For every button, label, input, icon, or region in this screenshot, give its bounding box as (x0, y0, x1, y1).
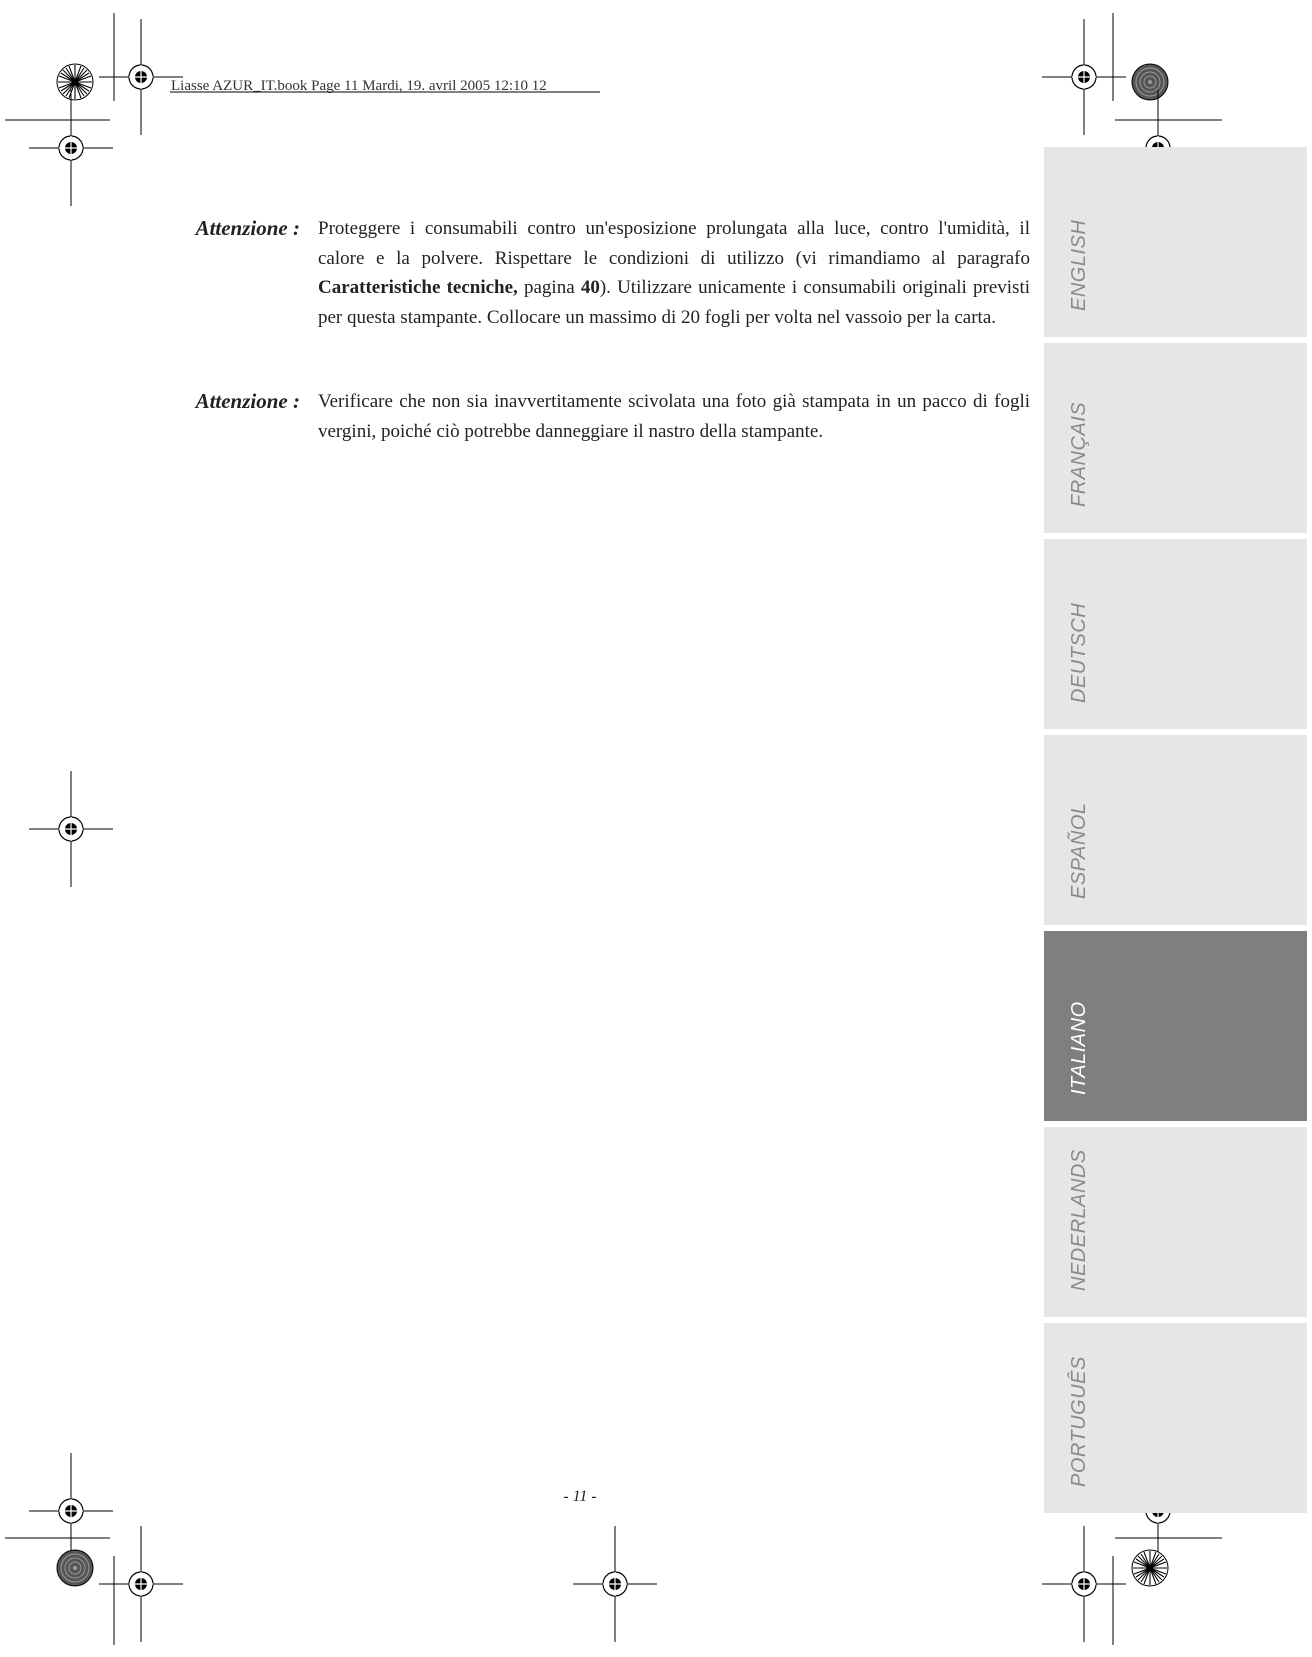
attention-note-2 (182, 387, 1030, 446)
registration-mark-icon (573, 1526, 657, 1642)
tab-francais[interactable]: FRANÇAIS (1044, 343, 1307, 533)
moire-target-icon (57, 1550, 93, 1586)
tab-deutsch[interactable]: DEUTSCH (1044, 539, 1307, 729)
note-label: Attenzione : (195, 216, 300, 240)
page-reference: 40 (580, 277, 600, 298)
moire-target-icon (1132, 64, 1168, 100)
tab-portugues[interactable]: PORTUGUÊS (1044, 1323, 1307, 1513)
tab-italiano[interactable]: ITALIANO (1044, 931, 1307, 1121)
star-target-icon (1132, 1550, 1168, 1586)
tab-english[interactable]: ENGLISH (1044, 147, 1307, 337)
note-body: Verificare che non sia inavvertitamente scivolata una foto già stampata in un pacco di fogli vergini, poiché ciò potrebbe danneggiare il nastro della stampante. (318, 391, 1030, 442)
registration-mark-icon (29, 771, 113, 887)
note-body: Proteggere i consumabili contro un'esposizione prolungata alla luce, contro l'umidità, il calore e la polvere. Rispettare le condizioni di utilizzo (vi rimandiamo al paragrafo Caratteristiche tecniche, pagina 40). Utilizzare unicamente i consumabili originali previsti per questa stampante. Collocare un massimo di 20 fogli per volta nel vassoio per la carta. (318, 218, 1031, 328)
page-number: - 11 - (563, 1488, 597, 1505)
note-label: Attenzione : (195, 389, 300, 413)
registration-mark-icon (99, 1526, 183, 1642)
attention-note-1 (182, 214, 1030, 332)
registration-mark-icon (29, 90, 113, 206)
print-info-header: Liasse AZUR_IT.book Page 11 Mardi, 19. avril 2005 12:10 12 (171, 78, 547, 94)
tab-nederlands[interactable]: NEDERLANDS (1044, 1127, 1307, 1317)
tab-espanol[interactable]: ESPAÑOL (1044, 735, 1307, 925)
section-reference: Caratteristiche tecniche, (318, 277, 518, 298)
registration-mark-icon (99, 19, 183, 135)
star-target-icon (57, 64, 93, 100)
